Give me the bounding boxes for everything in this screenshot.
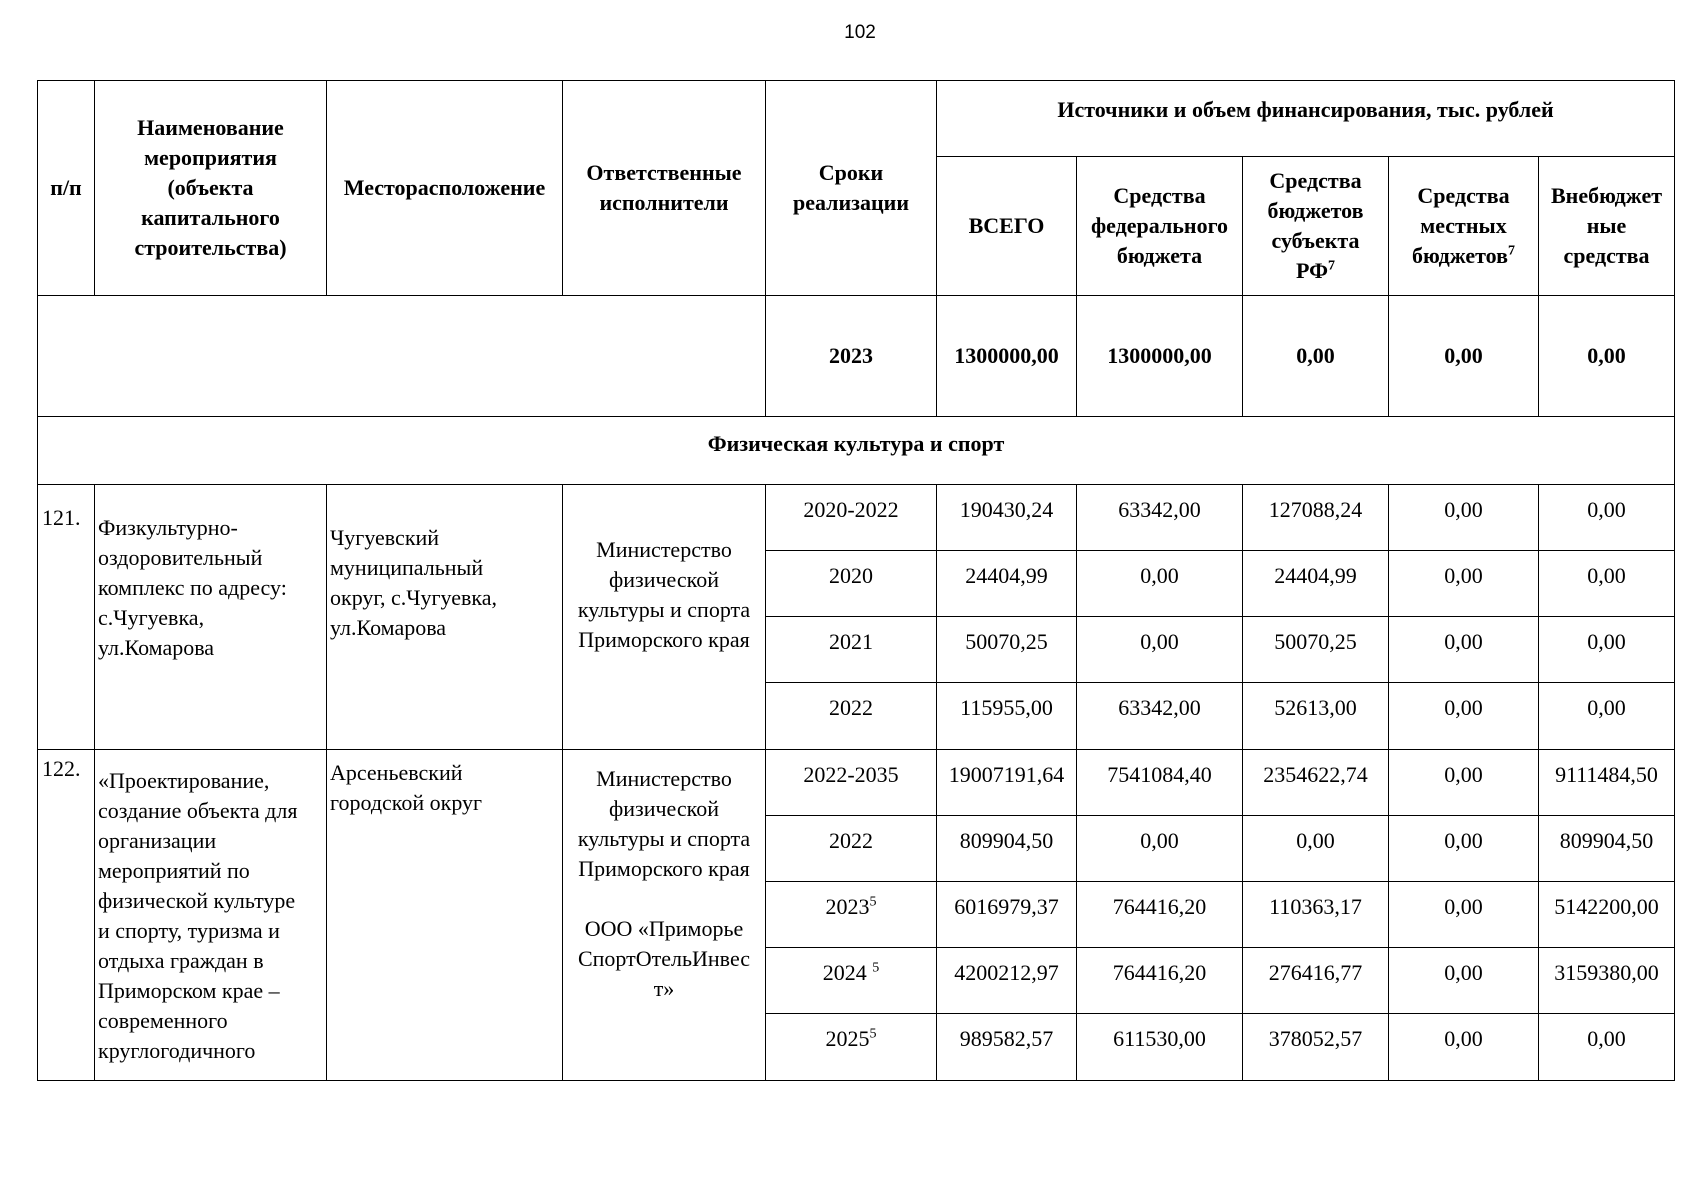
row-federal: 0,00 <box>1077 551 1243 617</box>
summary-year: 2023 <box>766 296 937 417</box>
row-local: 0,00 <box>1389 617 1539 683</box>
table-header <box>38 81 1675 296</box>
row-year-cell <box>766 948 937 1014</box>
row-year: 2023 <box>825 894 870 919</box>
row-extra: 0,00 <box>1539 683 1675 750</box>
row-subject: 50070,25 <box>1243 617 1389 683</box>
row-total: 989582,57 <box>937 1014 1077 1081</box>
item-location: Чугуевский муниципальный округ, с.Чугуевка, ул.Комарова <box>327 485 563 750</box>
row-year: 2024 <box>822 960 873 985</box>
header-subject: Средства бюджетов субъекта РФ <box>1267 168 1364 283</box>
summary-extra: 0,00 <box>1539 296 1675 417</box>
row-year: 2022 <box>766 816 937 882</box>
item-responsible: Министерство физической культуры и спорта Приморского края <box>563 485 766 750</box>
row-subject: 2354622,74 <box>1243 750 1389 816</box>
header-name: Наименование мероприятия (объекта капитального строительства) <box>95 81 327 296</box>
row-federal: 611530,00 <box>1077 1014 1243 1081</box>
row-subject: 110363,17 <box>1243 882 1389 948</box>
row-extra: 0,00 <box>1539 617 1675 683</box>
row-total: 4200212,97 <box>937 948 1077 1014</box>
row-extra: 5142200,00 <box>1539 882 1675 948</box>
summary-empty-cell <box>38 296 766 417</box>
row-subject: 127088,24 <box>1243 485 1389 551</box>
row-subject: 52613,00 <box>1243 683 1389 750</box>
row-total: 115955,00 <box>937 683 1077 750</box>
item-num: 121. <box>38 485 95 750</box>
row-year: 2022-2035 <box>766 750 937 816</box>
row-total: 50070,25 <box>937 617 1077 683</box>
header-num: п/п <box>38 81 95 296</box>
summary-row <box>38 296 1675 417</box>
table-row <box>38 750 1675 816</box>
row-federal: 764416,20 <box>1077 948 1243 1014</box>
row-local: 0,00 <box>1389 485 1539 551</box>
item-name: «Проектирование, создание объекта для организации мероприятий по физической культуре и спорту, туризма и отдыха граждан в Приморском крае – современного круглогодичного <box>95 750 327 1081</box>
row-federal: 0,00 <box>1077 816 1243 882</box>
row-local: 0,00 <box>1389 816 1539 882</box>
header-local-footnote: 7 <box>1507 243 1515 259</box>
header-federal: Средства федерального бюджета <box>1077 157 1243 296</box>
header-location: Месторасположение <box>327 81 563 296</box>
row-total: 809904,50 <box>937 816 1077 882</box>
row-local: 0,00 <box>1389 683 1539 750</box>
row-federal: 764416,20 <box>1077 882 1243 948</box>
row-federal: 63342,00 <box>1077 485 1243 551</box>
row-year: 2021 <box>766 617 937 683</box>
table-row <box>38 485 1675 551</box>
row-extra: 3159380,00 <box>1539 948 1675 1014</box>
summary-local: 0,00 <box>1389 296 1539 417</box>
header-terms: Сроки реализации <box>766 81 937 296</box>
item-responsible: Министерство физической культуры и спорта Приморского края ООО «Приморье СпортОтельИнвес т» <box>563 750 766 1081</box>
item-name: Физкультурно- оздоровительный комплекс по адресу: с.Чугуевка, ул.Комарова <box>95 485 327 750</box>
row-total: 190430,24 <box>937 485 1077 551</box>
financing-table <box>37 80 1675 1081</box>
row-year: 2022 <box>766 683 937 750</box>
row-year-footnote: 5 <box>869 1026 877 1042</box>
row-extra: 809904,50 <box>1539 816 1675 882</box>
page-number: 102 <box>844 22 876 43</box>
header-subject-footnote: 7 <box>1327 258 1335 274</box>
row-subject: 276416,77 <box>1243 948 1389 1014</box>
summary-federal: 1300000,00 <box>1077 296 1243 417</box>
row-extra: 0,00 <box>1539 1014 1675 1081</box>
row-federal: 7541084,40 <box>1077 750 1243 816</box>
row-extra: 9111484,50 <box>1539 750 1675 816</box>
item-num: 122. <box>38 750 95 1081</box>
row-local: 0,00 <box>1389 1014 1539 1081</box>
row-local: 0,00 <box>1389 551 1539 617</box>
item-location: Арсеньевский городской округ <box>327 750 563 1081</box>
row-local: 0,00 <box>1389 882 1539 948</box>
header-extra: Внебюджет ные средства <box>1539 157 1675 296</box>
row-total: 6016979,37 <box>937 882 1077 948</box>
row-federal: 0,00 <box>1077 617 1243 683</box>
row-subject: 24404,99 <box>1243 551 1389 617</box>
row-year: 2020 <box>766 551 937 617</box>
header-subject-cell <box>1243 157 1389 296</box>
row-local: 0,00 <box>1389 750 1539 816</box>
row-subject: 0,00 <box>1243 816 1389 882</box>
header-sources: Источники и объем финансирования, тыс. рублей <box>937 81 1675 157</box>
summary-total: 1300000,00 <box>937 296 1077 417</box>
row-year: 2025 <box>825 1026 870 1051</box>
header-local: Средства местных бюджетов <box>1412 183 1510 268</box>
row-total: 24404,99 <box>937 551 1077 617</box>
summary-subject: 0,00 <box>1243 296 1389 417</box>
row-year-footnote: 5 <box>869 894 877 910</box>
section-row <box>38 417 1675 485</box>
header-local-cell <box>1389 157 1539 296</box>
row-year-cell <box>766 882 937 948</box>
row-local: 0,00 <box>1389 948 1539 1014</box>
row-year: 2020-2022 <box>766 485 937 551</box>
header-responsible: Ответственные исполнители <box>563 81 766 296</box>
row-extra: 0,00 <box>1539 485 1675 551</box>
row-federal: 63342,00 <box>1077 683 1243 750</box>
row-year-footnote: 5 <box>872 960 880 976</box>
section-title: Физическая культура и спорт <box>38 417 1675 485</box>
row-total: 19007191,64 <box>937 750 1077 816</box>
header-total: ВСЕГО <box>937 157 1077 296</box>
row-year-cell <box>766 1014 937 1081</box>
row-extra: 0,00 <box>1539 551 1675 617</box>
row-subject: 378052,57 <box>1243 1014 1389 1081</box>
